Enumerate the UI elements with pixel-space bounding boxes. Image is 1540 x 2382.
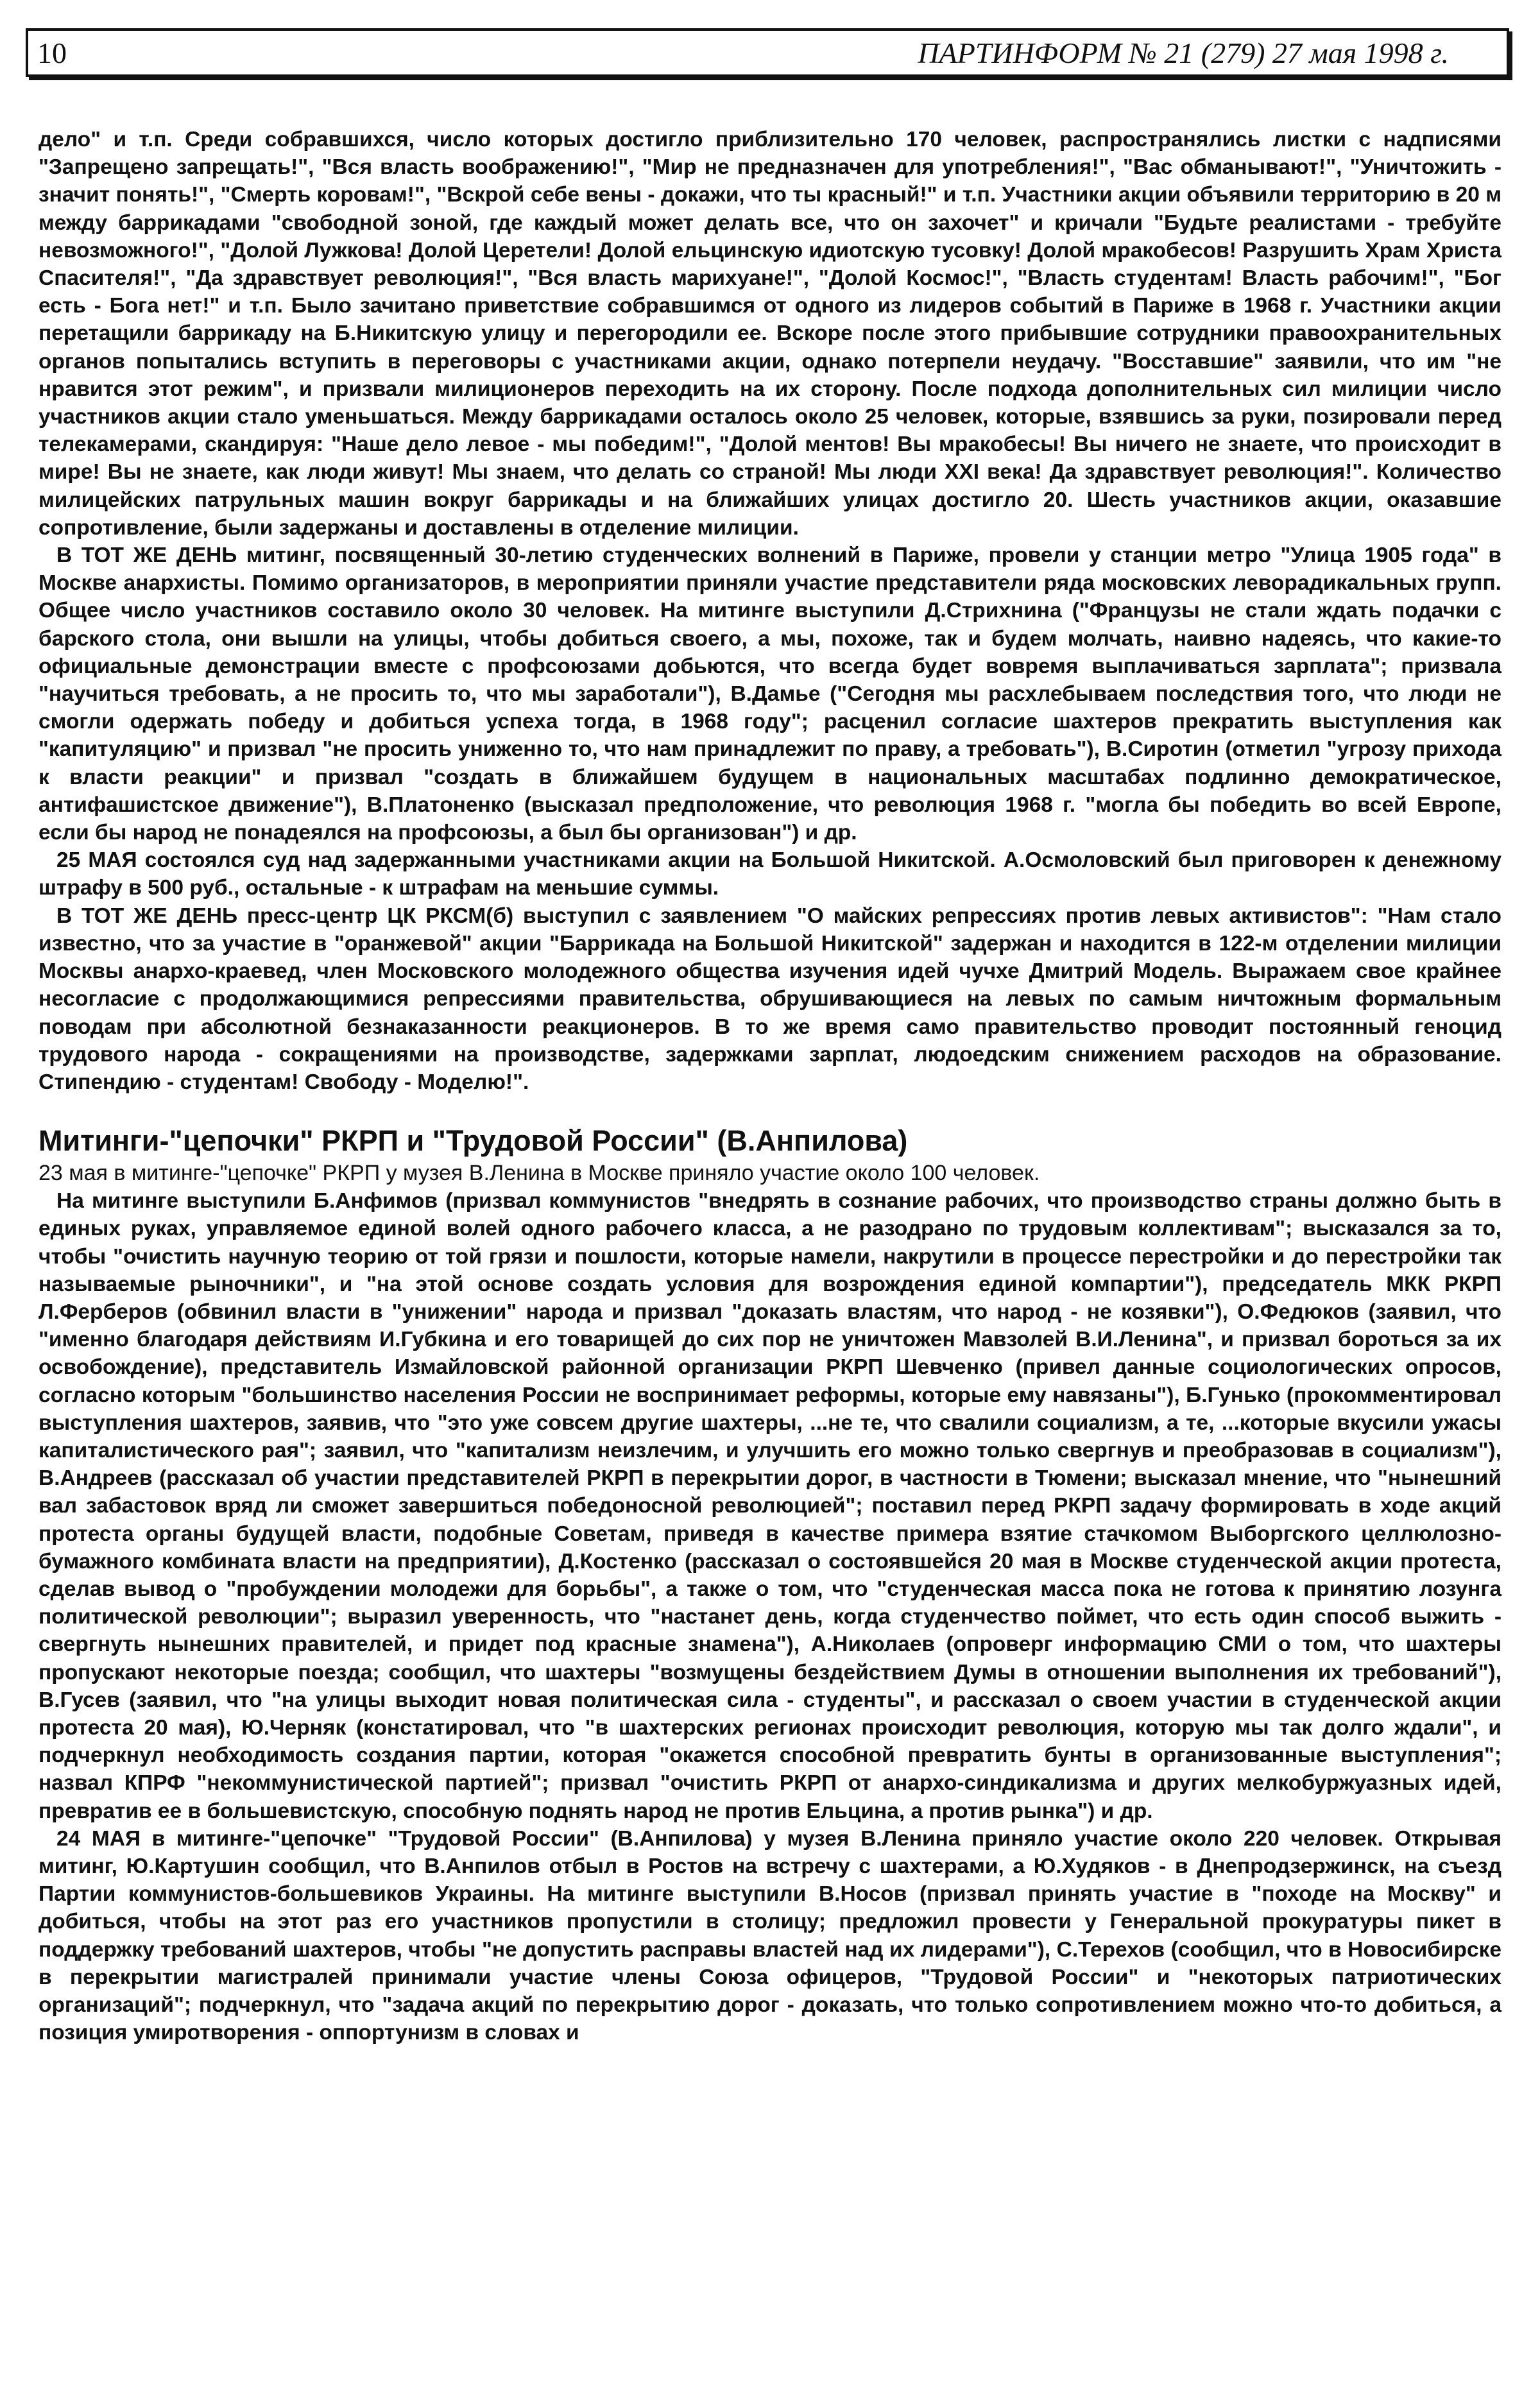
section-subtitle: 23 мая в митинге-"цепочке" РКРП у музея В.Ленина в Москве приняло участие около 100 человек. — [38, 1161, 1040, 1186]
page-number: 10 — [37, 37, 67, 69]
section-heading: Митинги-"цепочки" РКРП и "Трудовой России" (В.Анпилова) — [38, 1124, 908, 1158]
paragraph: В ТОТ ЖЕ ДЕНЬ митинг, посвященный 30-летию студенческих волнений в Париже, провели у станции метро "Улица 1905 года" в Москве анархисты. Помимо организаторов, в мероприятии приняли участие представители ряда московских леворадикальных групп. Общее число участников составило около 30 человек. На митинге выступили Д.Стрихнина ("Французы не стали ждать подачки с барского стола, они вышли на улицы, чтобы добиться своего, а мы, похоже, так и будем молчать, наивно надеясь, что какие-то официальные демонстрации вместе с профсоюзами добьются, что всегда будет вовремя выплачиваться зарплата"; призвала "научиться требовать, а не просить то, что мы заработали"), В.Дамье ("Сегодня мы расхлебываем последствия того, что люди не смогли одержать победу и добиться успеха тогда, в 1968 году"; расценил согласие шахтеров прекратить выступления как "капитуляцию" и призвал "не просить униженно то, что нам принадлежит по праву, а требовать"), В.Сиротин (отметил "угрозу прихода к власти реакции" и призвал "создать в ближайшем будущем в национальных масштабах подлинно демократическое, антифашистское движение"), В.Платоненко (высказал предположение, что революция 1968 г. "могла бы победить во всей Европе, если бы народ не понадеялся на профсоюзы, а был бы организован") и др. — [38, 544, 1502, 845]
paragraph: В ТОТ ЖЕ ДЕНЬ пресс-центр ЦК РКСМ(б) выступил с заявлением "О майских репрессиях против левых активистов": "Нам стало известно, что за участие в "оранжевой" акции "Баррикада на Большой Никитской" задержан и находится в 122-м отделении милиции Москвы анархо-краевед, член Московского молодежного общества изучения идей чучхе Дмитрий Модель. Выражаем свое крайнее несогласие с продолжающимися репрессиями правительства, обрушивающиеся на левых по самым ничтожным формальным поводам при абсолютной безнаказанности реакционеров. В то же время само правительство проводит постоянный геноцид трудового народа - сокращениями на производстве, задержками зарплат, людоедским снижением расходов на образование. Стипендию - студентам! Свободу - Моделю!". — [38, 904, 1502, 1094]
paragraph: На митинге выступили Б.Анфимов (призвал коммунистов "внедрять в сознание рабочих, что производство страны должно быть в единых руках, управляемое единой волей одного рабочего класса, а не разодрано по трудовым коллективам"; высказался за то, чтобы "очистить научную теорию от той грязи и пошлости, которые намели, накрутили в процессе перестройки и до перестройки так называемые рыночники", и "на этой основе создать условия для возрождения единой компартии"), председатель МКК РКРП Л.Ферберов (обвинил власти в "унижении" народа и призвал "доказать властям, что народ - не козявки"), О.Федюков (заявил, что "именно благодаря действиям И.Губкина и его товарищей до сих пор не уничтожен Мавзолей В.И.Ленина", и призвал бороться за их освобождение), представитель Измайловской районной организации РКРП Шевченко (привел данные социологических опросов, согласно которым "большинство населения России не воспринимает реформы, которые ему навязаны"), Б.Гунько (прокомментировал выступления шахтеров, заявив, что "это уже совсем другие шахтеры, ...не те, что свалили социализм, а те, ...которые вкусили ужасы капиталистического рая"; заявил, что "капитализм неизлечим, и улучшить его можно только свергнув и преобразовав в социализм"), В.Андреев (рассказал об участии представителей РКРП в перекрытии дорог, в частности в Тюмени; высказал мнение, что "нынешний вал забастовок вряд ли сможет завершиться победоносной революцией"; поставил перед РКРП задачу формировать в ходе акций протеста органы будущей власти, подобные Советам, приведя в качестве примера взятие стачкомом Выборгского целлюлозно-бумажного комбината власти на предприятии), Д.Костенко (рассказал о состоявшейся 20 мая в Москве студенческой акции протеста, сделав вывод о "пробуждении молодежи для борьбы", а также о том, что "студенческая масса пока не готова к принятию лозунга политической революции"; выразил уверенность, что "настанет день, когда студенчество поймет, что есть один способ выжить - свергнуть нынешних правителей, и придет под красные знамена"), А.Николаев (опроверг информацию СМИ о том, что шахтеры пропускают некоторые поезда; сообщил, что шахтеры "возмущены бездействием Думы в отношении выполнения их требований"), В.Гусев (заявил, что "на улицы выходит новая политическая сила - студенты", и рассказал о своем участии в студенческой акции протеста 20 мая), Ю.Черняк (констатировал, что "в шахтерских регионах происходит революция, которую мы так долго ждали", и подчеркнул необходимость создания партии, которая "окажется способной превратить бунты в организованные выступления"; назвал КПРФ "некоммунистической партией"; призвал "очистить РКРП от анархо-синдикализма и других мелкобуржуазных идей, превратив ее в большевистскую, способную поднять народ не против Ельцина, а против рынка") и др. — [38, 1189, 1502, 1823]
page-header — [26, 28, 1509, 77]
paragraph: 25 МАЯ состоялся суд над задержанными участниками акции на Большой Никитской. А.Осмоловский был приговорен к денежному штрафу в 500 руб., остальные - к штрафам на меньшие суммы. — [38, 848, 1502, 900]
article-body — [38, 126, 1502, 2046]
publication-title: ПАРТИНФОРМ № 21 (279) 27 мая 1998 г. — [918, 37, 1449, 69]
paragraph: дело" и т.п. Среди собравшихся, число которых достигло приблизительно 170 человек, распространялись листки с надписями "Запрещено запрещать!", "Вся власть воображению!", "Мир не предназначен для употребления!", "Вас обманывают!", "Уничтожить - значит понять!", "Смерть коровам!", "Вскрой себе вены - докажи, что ты красный!" и т.п. Участники акции объявили территорию в 20 м между баррикадами "свободной зоной, где каждый может делать все, что он захочет" и кричали "Будьте реалистами - требуйте невозможного!", "Долой Лужкова! Долой Церетели! Долой ельцинскую идиотскую тусовку! Долой мракобесов! Разрушить Храм Христа Спасителя!", "Да здравствует революция!", "Вся власть марихуане!", "Долой Космос!", "Власть студентам! Власть рабочим!", "Бог есть - Бога нет!" и т.п. Было зачитано приветствие собравшимся от одного из лидеров событий в Париже в 1968 г. Участники акции перетащили баррикаду на Б.Никитскую улицу и перегородили ее. Вскоре после этого прибывшие сотрудники правоохранительных органов попытались вступить в переговоры с участниками акции, однако потерпели неудачу. "Восставшие" заявили, что им "не нравится этот режим", и призвали милиционеров переходить на их сторону. После подхода дополнительных сил милиции число участников акции стало уменьшаться. Между баррикадами осталось около 25 человек, которые, взявшись за руки, позировали перед телекамерами, скандируя: "Наше дело левое - мы победим!", "Долой ментов! Вы мракобесы! Вы ничего не знаете, что происходит в мире! Вы не знаете, как люди живут! Мы знаем, что делать со страной! Мы люди XXI века! Да здравствует революция!". Количество милицейских патрульных машин вокруг баррикады и на ближайших улицах достигло 20. Шесть участников акции, оказавшие сопротивление, были задержаны и доставлены в отделение милиции. — [38, 128, 1502, 540]
paragraph: 24 МАЯ в митинге-"цепочке" "Трудовой России" (В.Анпилова) у музея В.Ленина приняло участие около 220 человек. Открывая митинг, Ю.Картушин сообщил, что В.Анпилов отбыл в Ростов на встречу с шахтерами, а Ю.Худяков - в Днепродзержинск, на съезд Партии коммунистов-большевиков Украины. На митинге выступили В.Носов (призвал принять участие в "походе на Москву" и добиться, чтобы на этот раз его участников пропустили в столицу; предложил провести у Генеральной прокуратуры пикет в поддержку требований шахтеров, чтобы "не допустить расправы властей над их лидерами"), С.Терехов (сообщил, что в Новосибирске в перекрытии магистралей принимали участие члены Союза офицеров, "Трудовой России" и "некоторых патриотических организаций"; подчеркнул, что "задача акций по перекрытию дорог - доказать, что только сопротивлением можно что-то добиться, а позиция умиротворения - оппортунизм в словах и — [38, 1826, 1502, 2045]
